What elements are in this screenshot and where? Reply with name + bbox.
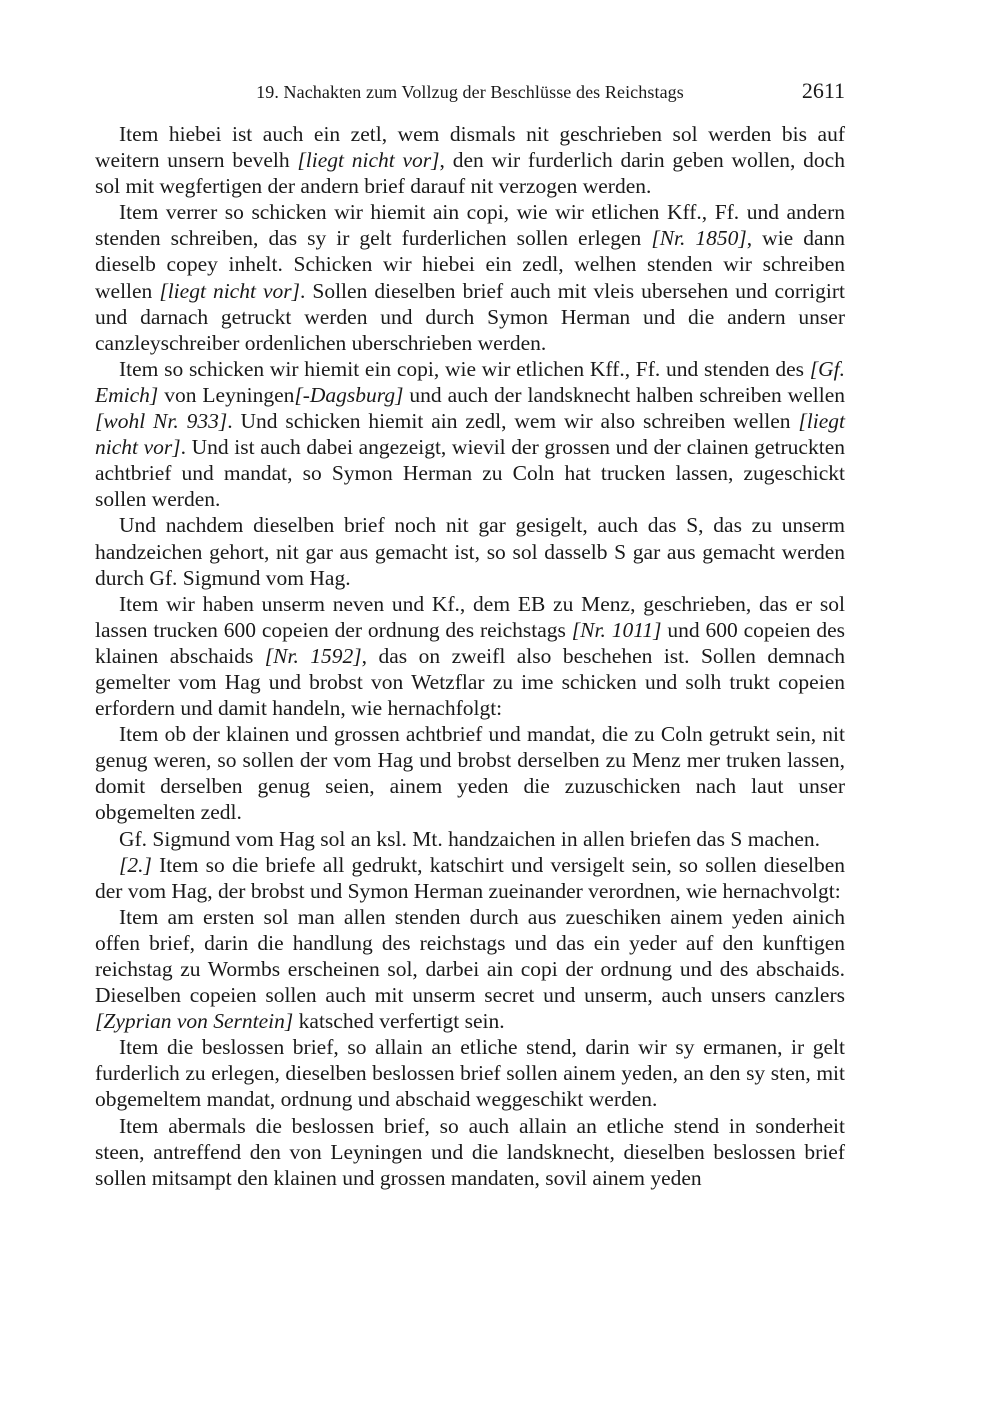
editorial-note: [Nr. 1850] <box>651 226 747 251</box>
paragraph <box>95 721 845 825</box>
editorial-note: [Gf. Emich] <box>95 356 845 407</box>
paragraph <box>95 591 845 721</box>
text-segment: Item verrer so schicken wir hiemit ain copi, wie wir etlichen Kff., Ff. und andern stenden schreiben, das sy ir gelt furderlichen sollen erlegen <box>95 200 845 251</box>
editorial-note: [2.] <box>119 852 152 877</box>
editorial-note: [-Dagsburg] <box>294 382 404 407</box>
text-segment: Item am ersten sol man allen stenden durch aus zueschiken ainem yeden ainich offen brief, darin die handlung des reichstags und das ein yeder auf den kunftigen reichstag zu Wormbs erscheinen sol, darbei ain copi der ordnung und des abschaids. Dieselben copeien sollen auch mit unserm secret und unserm, auch unsers canzlers <box>95 904 845 1008</box>
running-header <box>95 78 845 108</box>
text-segment: . Und schicken hiemit ain zedl, wem wir also schreiben wellen <box>227 409 799 434</box>
editorial-note: [Nr. 1592] <box>264 643 362 668</box>
text-segment: . Und ist auch dabei angezeigt, wievil der grossen und der clainen getruckten achtbrief und mandat, so Symon Herman zu Coln hat trucken lassen, zugeschickt sollen werden. <box>95 435 845 512</box>
text-segment: Item hiebei ist auch ein zetl, wem dismals nit geschrieben sol werden bis auf weitern unsern bevelh <box>95 122 845 173</box>
paragraph <box>95 1113 845 1191</box>
text-segment: , das on zweifl also beschehen ist. Sollen demnach gemelter vom Hag und brobst von Wetzflar zu ime schicken und solh trukt copeien erfordern und damit handeln, wie hernachfolgt: <box>95 643 845 721</box>
editorial-note: [liegt nicht vor] <box>159 278 300 303</box>
text-segment: Item abermals die beslossen brief, so auch allain an etliche stend in sonderheit steen, antreffend den von Leyningen und die landsknecht, dieselben beslossen brief sollen mitsampt den klainen und grossen mandaten, sovil ainem yeden <box>95 1113 845 1190</box>
paragraph <box>95 852 845 904</box>
running-head-title: 19. Nachakten zum Vollzug der Beschlüsse des Reichstags <box>256 82 684 102</box>
editorial-note: [Nr. 1011] <box>571 617 662 642</box>
text-segment: Item ob der klainen und grossen achtbrief und mandat, die zu Coln getrukt sein, nit genug weren, so sollen der vom Hag und brobst derselben zu Menz mer truken lassen, domit derselben genug seien, ainem yeden die zuzuschicken nach laut unser obgemelten zedl. <box>95 722 845 825</box>
paragraph <box>95 826 845 852</box>
text-segment: Item so die briefe all gedrukt, katschirt und versigelt sein, so sollen dieselben der vom Hag, der brobst und Symon Herman zueinander verordnen, wie hernachvolgt: <box>95 852 845 903</box>
paragraph <box>95 904 845 1034</box>
paragraph <box>95 121 845 199</box>
paragraph <box>95 512 845 590</box>
text-segment: und auch der landsknecht halben schreiben wellen <box>403 382 845 407</box>
editorial-note: [Zyprian von Serntein] <box>95 1009 294 1034</box>
editorial-note: [liegt nicht vor] <box>297 148 440 173</box>
text-segment: Gf. Sigmund vom Hag sol an ksl. Mt. handzaichen in allen briefen das S machen. <box>119 826 820 851</box>
text-segment: von Leyningen <box>158 382 295 407</box>
text-segment: , wie dann dieselb copey inhelt. Schicken wir hiebei ein zedl, welhen stenden wir schreiben wellen <box>95 226 846 303</box>
text-segment: Item die beslossen brief, so allain an etliche stend, darin wir sy ermanen, ir gelt furderlich zu erlegen, dieselben beslossen brief sollen ainem yeden, an den sy sten, mit obgemeltem mandat, ordnung und abschaid weggeschikt werden. <box>95 1035 845 1112</box>
text-segment: Item wir haben unserm neven und Kf., dem EB zu Menz, geschrieben, das er sol lassen trucken 600 copeien der ordnung des reichstags <box>95 591 845 642</box>
text-segment: katsched verfertigt sein. <box>293 1009 505 1034</box>
text-segment: und 600 copeien des klainen abschaids <box>95 617 845 668</box>
body-text <box>95 121 845 1191</box>
editorial-note: [liegt nicht vor] <box>95 409 846 460</box>
text-segment: . Sollen dieselben brief auch mit vleis ubersehen und corrigirt und darnach getruckt werden und durch Symon Herman und die andern unser canzleyschreiber ordenlichen uberschrieben werden. <box>95 278 845 355</box>
editorial-note: [wohl Nr. 933] <box>95 409 228 434</box>
paragraph <box>95 356 845 513</box>
paragraph <box>95 199 845 356</box>
text-segment: , den wir furderlich darin geben wollen, doch sol mit wegfertigen der andern brief darauf nit verzogen werden. <box>95 148 845 199</box>
text-segment: Item so schicken wir hiemit ein copi, wie wir etlichen Kff., Ff. und stenden des <box>119 356 810 381</box>
paragraph <box>95 1034 845 1112</box>
text-segment: Und nachdem dieselben brief noch nit gar gesigelt, auch das S, das zu unserm handzeichen gehort, nit gar aus gemacht ist, so sol dasselb S gar aus gemacht werden durch Gf. Sigmund vom Hag. <box>95 513 845 590</box>
page-number: 2611 <box>801 78 845 103</box>
